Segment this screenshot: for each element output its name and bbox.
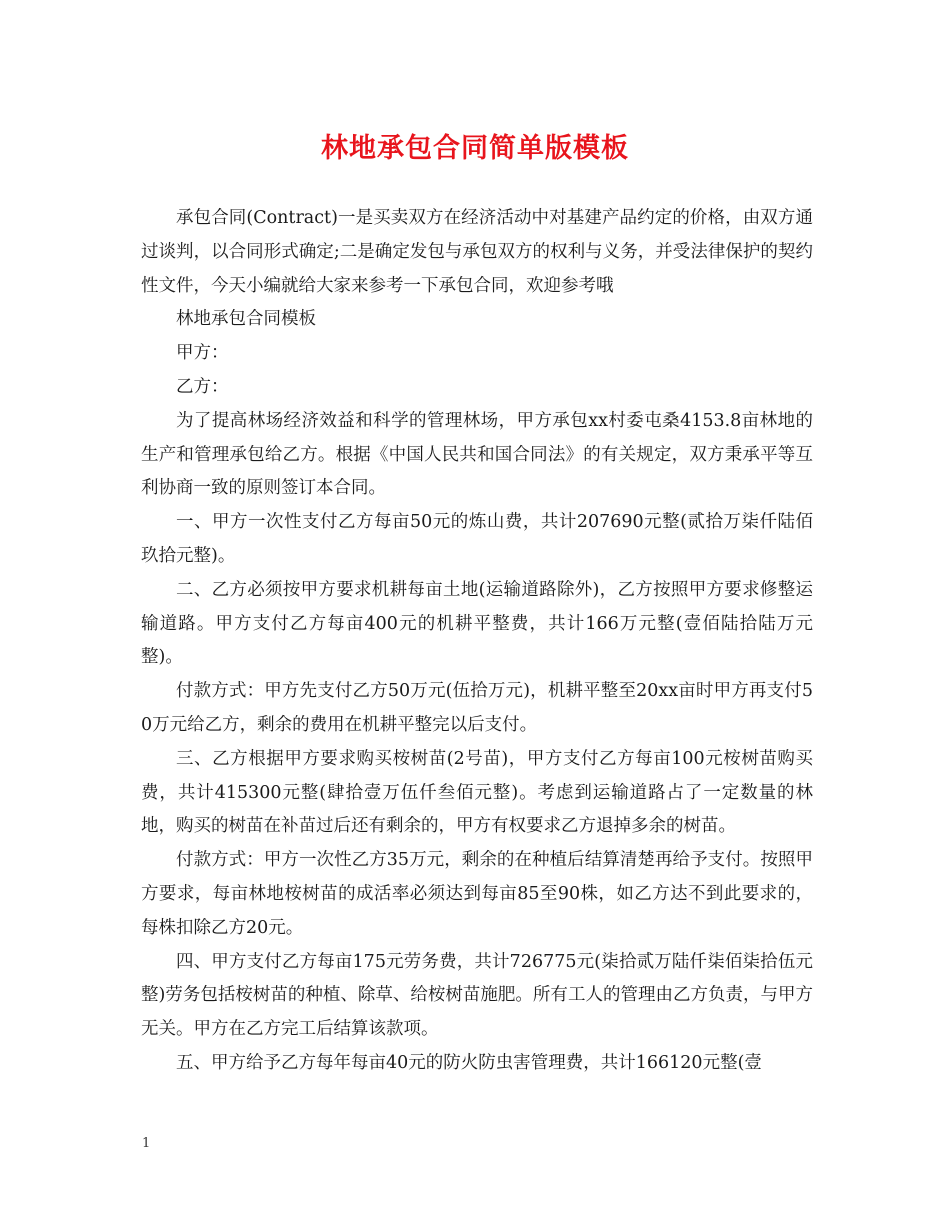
preamble-paragraph: 为了提高林场经济效益和科学的管理林场，甲方承包xx村委屯桑4153.8亩林地的生产和管理承包给乙方。根据《中国人民共和国合同法》的有关规定，双方秉承平等互利协商一致的原则签订本合同。 bbox=[141, 410, 813, 499]
party-a-line: 甲方： bbox=[176, 343, 229, 364]
clause-3-payment: 付款方式：甲方一次性乙方35万元，剩余的在种植后结算清楚再给予支付。按照甲方要求，每亩林地桉树苗的成活率必须达到每亩85至90株，如乙方达不到此要求的，每株扣除乙方20元。 bbox=[141, 850, 813, 938]
clause-3: 三、乙方根据甲方要求购买桉树苗(2号苗)，甲方支付乙方每亩100元桉树苗购买费，共计415300元整(肆拾壹万伍仟叁佰元整)。考虑到运输道路占了一定数量的林地，购买的树苗在补苗过后还有剩余的，甲方有权要求乙方退掉多余的树苗。 bbox=[141, 748, 813, 837]
page-number: 1 bbox=[142, 1136, 151, 1151]
document-title: 林地承包合同简单版模板 bbox=[321, 133, 629, 164]
clause-2-payment: 付款方式：甲方先支付乙方50万元(伍拾万元)，机耕平整至20xx亩时甲方再支付50万元给乙方，剩余的费用在机耕平整完以后支付。 bbox=[141, 681, 813, 735]
clause-4: 四、甲方支付乙方每亩175元劳务费，共计726775元(柒拾贰万陆仟柒佰柒拾伍元整)劳务包括桉树苗的种植、除草、给桉树苗施肥。所有工人的管理由乙方负责，与甲方无关。甲方在乙方完工后结算该款项。 bbox=[141, 951, 813, 1040]
document-body bbox=[141, 202, 813, 1081]
party-b-line: 乙方： bbox=[176, 376, 229, 397]
clause-5: 五、甲方给予乙方每年每亩40元的防火防虫害管理费，共计166120元整(壹 bbox=[176, 1052, 762, 1073]
clause-1: 一、甲方一次性支付乙方每亩50元的炼山费，共计207690元整(贰拾万柒仟陆佰玖拾元整)。 bbox=[141, 512, 813, 566]
contract-heading: 林地承包合同模板 bbox=[176, 309, 316, 330]
clause-2: 二、乙方必须按甲方要求机耕每亩土地(运输道路除外)，乙方按照甲方要求修整运输道路。甲方支付乙方每亩400元的机耕平整费，共计166万元整(壹佰陆拾陆万元整)。 bbox=[141, 579, 813, 668]
intro-paragraph: 承包合同(Contract)一是买卖双方在经济活动中对基建产品约定的价格，由双方通过谈判，以合同形式确定;二是确定发包与承包双方的权利与义务，并受法律保护的契约性文件，今天小编就给大家来参考一下承包合同，欢迎参考哦 bbox=[141, 208, 813, 296]
